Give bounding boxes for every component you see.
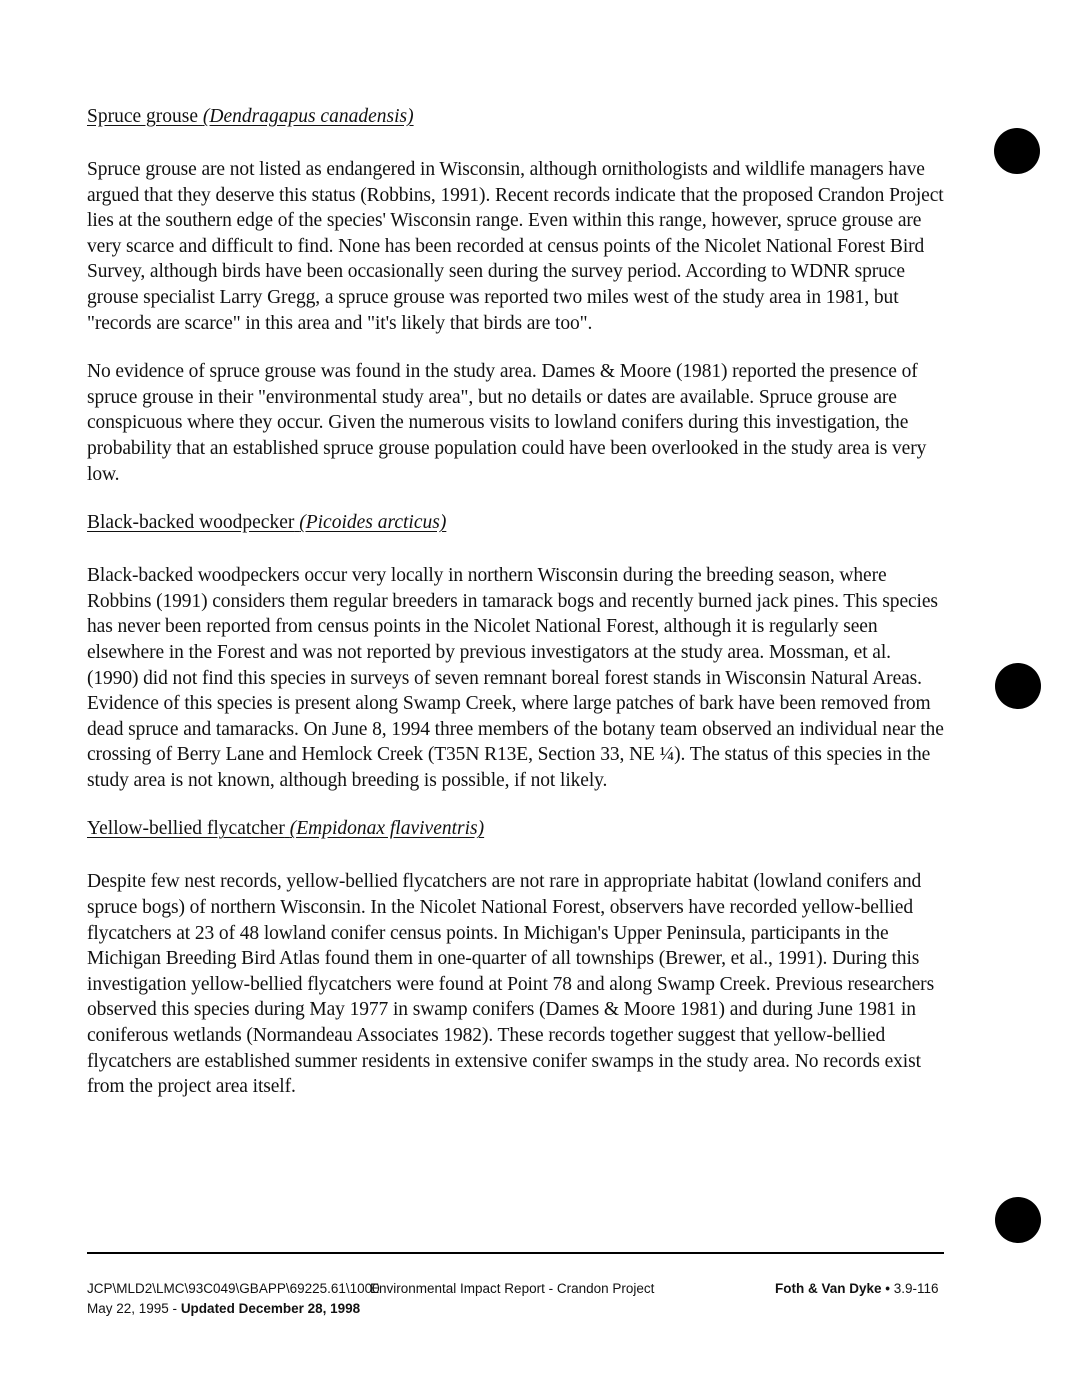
heading-common-name: Yellow-bellied flycatcher bbox=[87, 818, 285, 840]
revision-marker-dot bbox=[995, 1197, 1041, 1243]
footer-report-title: Environmental Impact Report - Crandon Project bbox=[370, 1281, 655, 1296]
heading-common-name: Spruce grouse bbox=[87, 106, 199, 127]
paragraph: No evidence of spruce grouse was found in the study area. Dames & Moore (1981) reported the presence of spruce grouse in their "environmental study area", but no details or dates are available. Spruce grouse are conspicuous where they occur. Given the numerous visits to lowland conifers during this investigation, the probability that an established spruce grouse population could have been overlooked in the study area is very low. bbox=[87, 361, 927, 485]
section-heading-yellow-bellied-flycatcher bbox=[87, 816, 947, 842]
footer-left bbox=[87, 1279, 380, 1319]
document-body bbox=[87, 104, 947, 1123]
heading-scientific-name: (Picoides arcticus) bbox=[299, 512, 447, 534]
revision-marker-dot bbox=[995, 663, 1041, 709]
heading-common-name: Black-backed woodpecker bbox=[87, 512, 295, 534]
heading-scientific-name: (Dendragapus canadensis) bbox=[202, 106, 414, 127]
footer-file-path: JCP\MLD2\LMC\93C049\GBAPP\69225.61\1000 bbox=[87, 1281, 380, 1296]
footer-company: Foth & Van Dyke bbox=[775, 1281, 882, 1296]
paragraph: Black-backed woodpeckers occur very locally in northern Wisconsin during the breeding season, where Robbins (1991) considers them regular breeders in tamarack bogs and recently burned jack pines. This species has never been reported from census points in the Nicolet National Forest, although it is regularly seen elsewhere in the Forest and was not reported by previous investigators at the study area. Mossman, et al. (1990) did not find this species in surveys of seven remnant boreal forest stands in Wisconsin Natural Areas. Evidence of this species is present along Swamp Creek, where large patches of bark have been removed from dead spruce and tamaracks. On June 8, 1994 three members of the botany team observed an individual near the crossing of Berry Lane and Hemlock Creek (T35N R13E, Section 33, NE ¼). The status of this species in the study area is not known, although breeding is possible, if not likely. bbox=[87, 565, 944, 791]
section-heading-spruce-grouse bbox=[87, 104, 947, 130]
footer-page-number: 3.9-116 bbox=[893, 1281, 939, 1296]
footer-date: May 22, 1995 - bbox=[87, 1301, 181, 1316]
heading-scientific-name: (Empidonax flaviventris) bbox=[289, 818, 485, 840]
paragraph: Spruce grouse are not listed as endangered in Wisconsin, although ornithologists and wildlife managers have argued that they deserve this status (Robbins, 1991). Recent records indicate that the proposed Crandon Project lies at the southern edge of the species' Wisconsin range. Even within this range, however, spruce grouse are very scarce and difficult to find. None has been recorded at census points of the Nicolet National Forest Bird Survey, although birds have been occasionally seen during the survey period. According to WDNR spruce grouse specialist Larry Gregg, a spruce grouse was reported two miles west of the study area in 1981, but "records are scarce" in this area and "it's likely that birds are too". bbox=[87, 159, 944, 334]
footer-date-line bbox=[87, 1299, 380, 1319]
footer-divider bbox=[87, 1252, 944, 1254]
footer-right bbox=[775, 1279, 939, 1299]
footer-updated: Updated December 28, 1998 bbox=[180, 1301, 361, 1316]
revision-marker-dot bbox=[994, 128, 1040, 174]
footer-separator: • bbox=[881, 1281, 894, 1296]
paragraph: Despite few nest records, yellow-bellied flycatchers are not rare in appropriate habitat (lowland conifers and spruce bogs) of northern Wisconsin. In the Nicolet National Forest, observers have recorded yellow-bellied flycatchers at 23 of 48 lowland conifer census points. In Michigan's Upper Peninsula, participants in the Michigan Breeding Bird Atlas found them in one-quarter of all townships (Brewer, et al., 1991). During this investigation yellow-bellied flycatchers were found at Point 78 and along Swamp Creek. Previous researchers observed this species during May 1977 in swamp conifers (Dames & Moore 1981) and during June 1981 in coniferous wetlands (Normandeau Associates 1982). These records together suggest that yellow-bellied flycatchers are established summer residents in extensive conifer swamps in the study area. No records exist from the project area itself. bbox=[87, 871, 935, 1098]
section-heading-black-backed-woodpecker bbox=[87, 510, 947, 536]
